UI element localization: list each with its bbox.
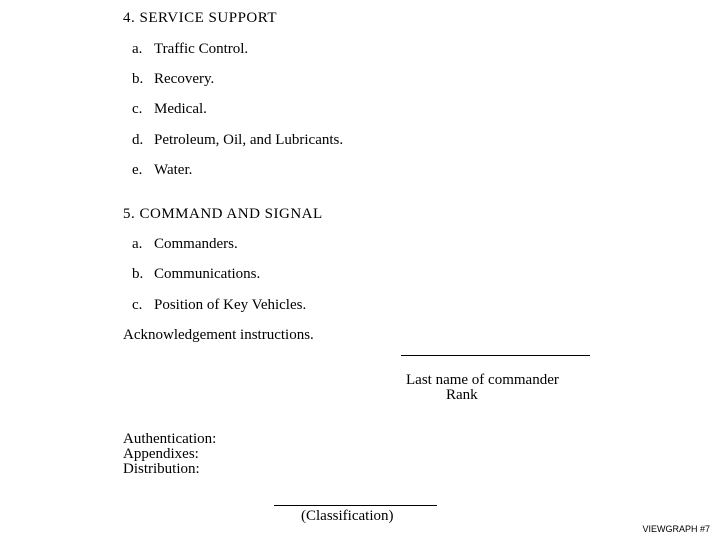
section-5-item-communications (132, 266, 260, 283)
item-text: Traffic Control. (154, 41, 249, 57)
classification-label: (Classification) (301, 508, 394, 524)
item-text: Recovery. (154, 71, 215, 87)
section-4-item-medical (132, 101, 207, 118)
section-4-item-recovery (132, 71, 214, 88)
item-text: Position of Key Vehicles. (154, 297, 307, 313)
rank-label: Rank (446, 387, 478, 403)
section-5-item-key-vehicles (132, 297, 306, 314)
section-4-item-pol (132, 132, 343, 149)
item-label: a. (132, 41, 143, 57)
item-label: c. (132, 297, 143, 313)
signature-line (401, 355, 590, 356)
item-label: e. (132, 162, 143, 178)
section-4-item-water (132, 162, 192, 179)
item-label: c. (132, 101, 143, 117)
appendixes-label: Appendixes: (123, 446, 199, 462)
authentication-label: Authentication: (123, 431, 217, 447)
item-text: Water. (154, 162, 193, 178)
item-text: Communications. (154, 266, 261, 282)
item-label: b. (132, 71, 144, 87)
item-text: Petroleum, Oil, and Lubricants. (154, 132, 344, 148)
classification-line (274, 505, 437, 506)
acknowledgement-instructions: Acknowledgement instructions. (123, 327, 314, 343)
item-text: Commanders. (154, 236, 238, 252)
item-text: Medical. (154, 101, 207, 117)
section-4-item-traffic-control (132, 41, 248, 58)
section-5-item-commanders (132, 236, 238, 253)
item-label: a. (132, 236, 143, 252)
item-label: d. (132, 132, 144, 148)
section-5-heading: 5. COMMAND AND SIGNAL (123, 206, 323, 222)
distribution-label: Distribution: (123, 461, 200, 477)
commander-name-label: Last name of commander (406, 372, 559, 388)
item-label: b. (132, 266, 144, 282)
section-4-heading: 4. SERVICE SUPPORT (123, 10, 278, 26)
viewgraph-number: VIEWGRAPH #7 (642, 524, 710, 534)
